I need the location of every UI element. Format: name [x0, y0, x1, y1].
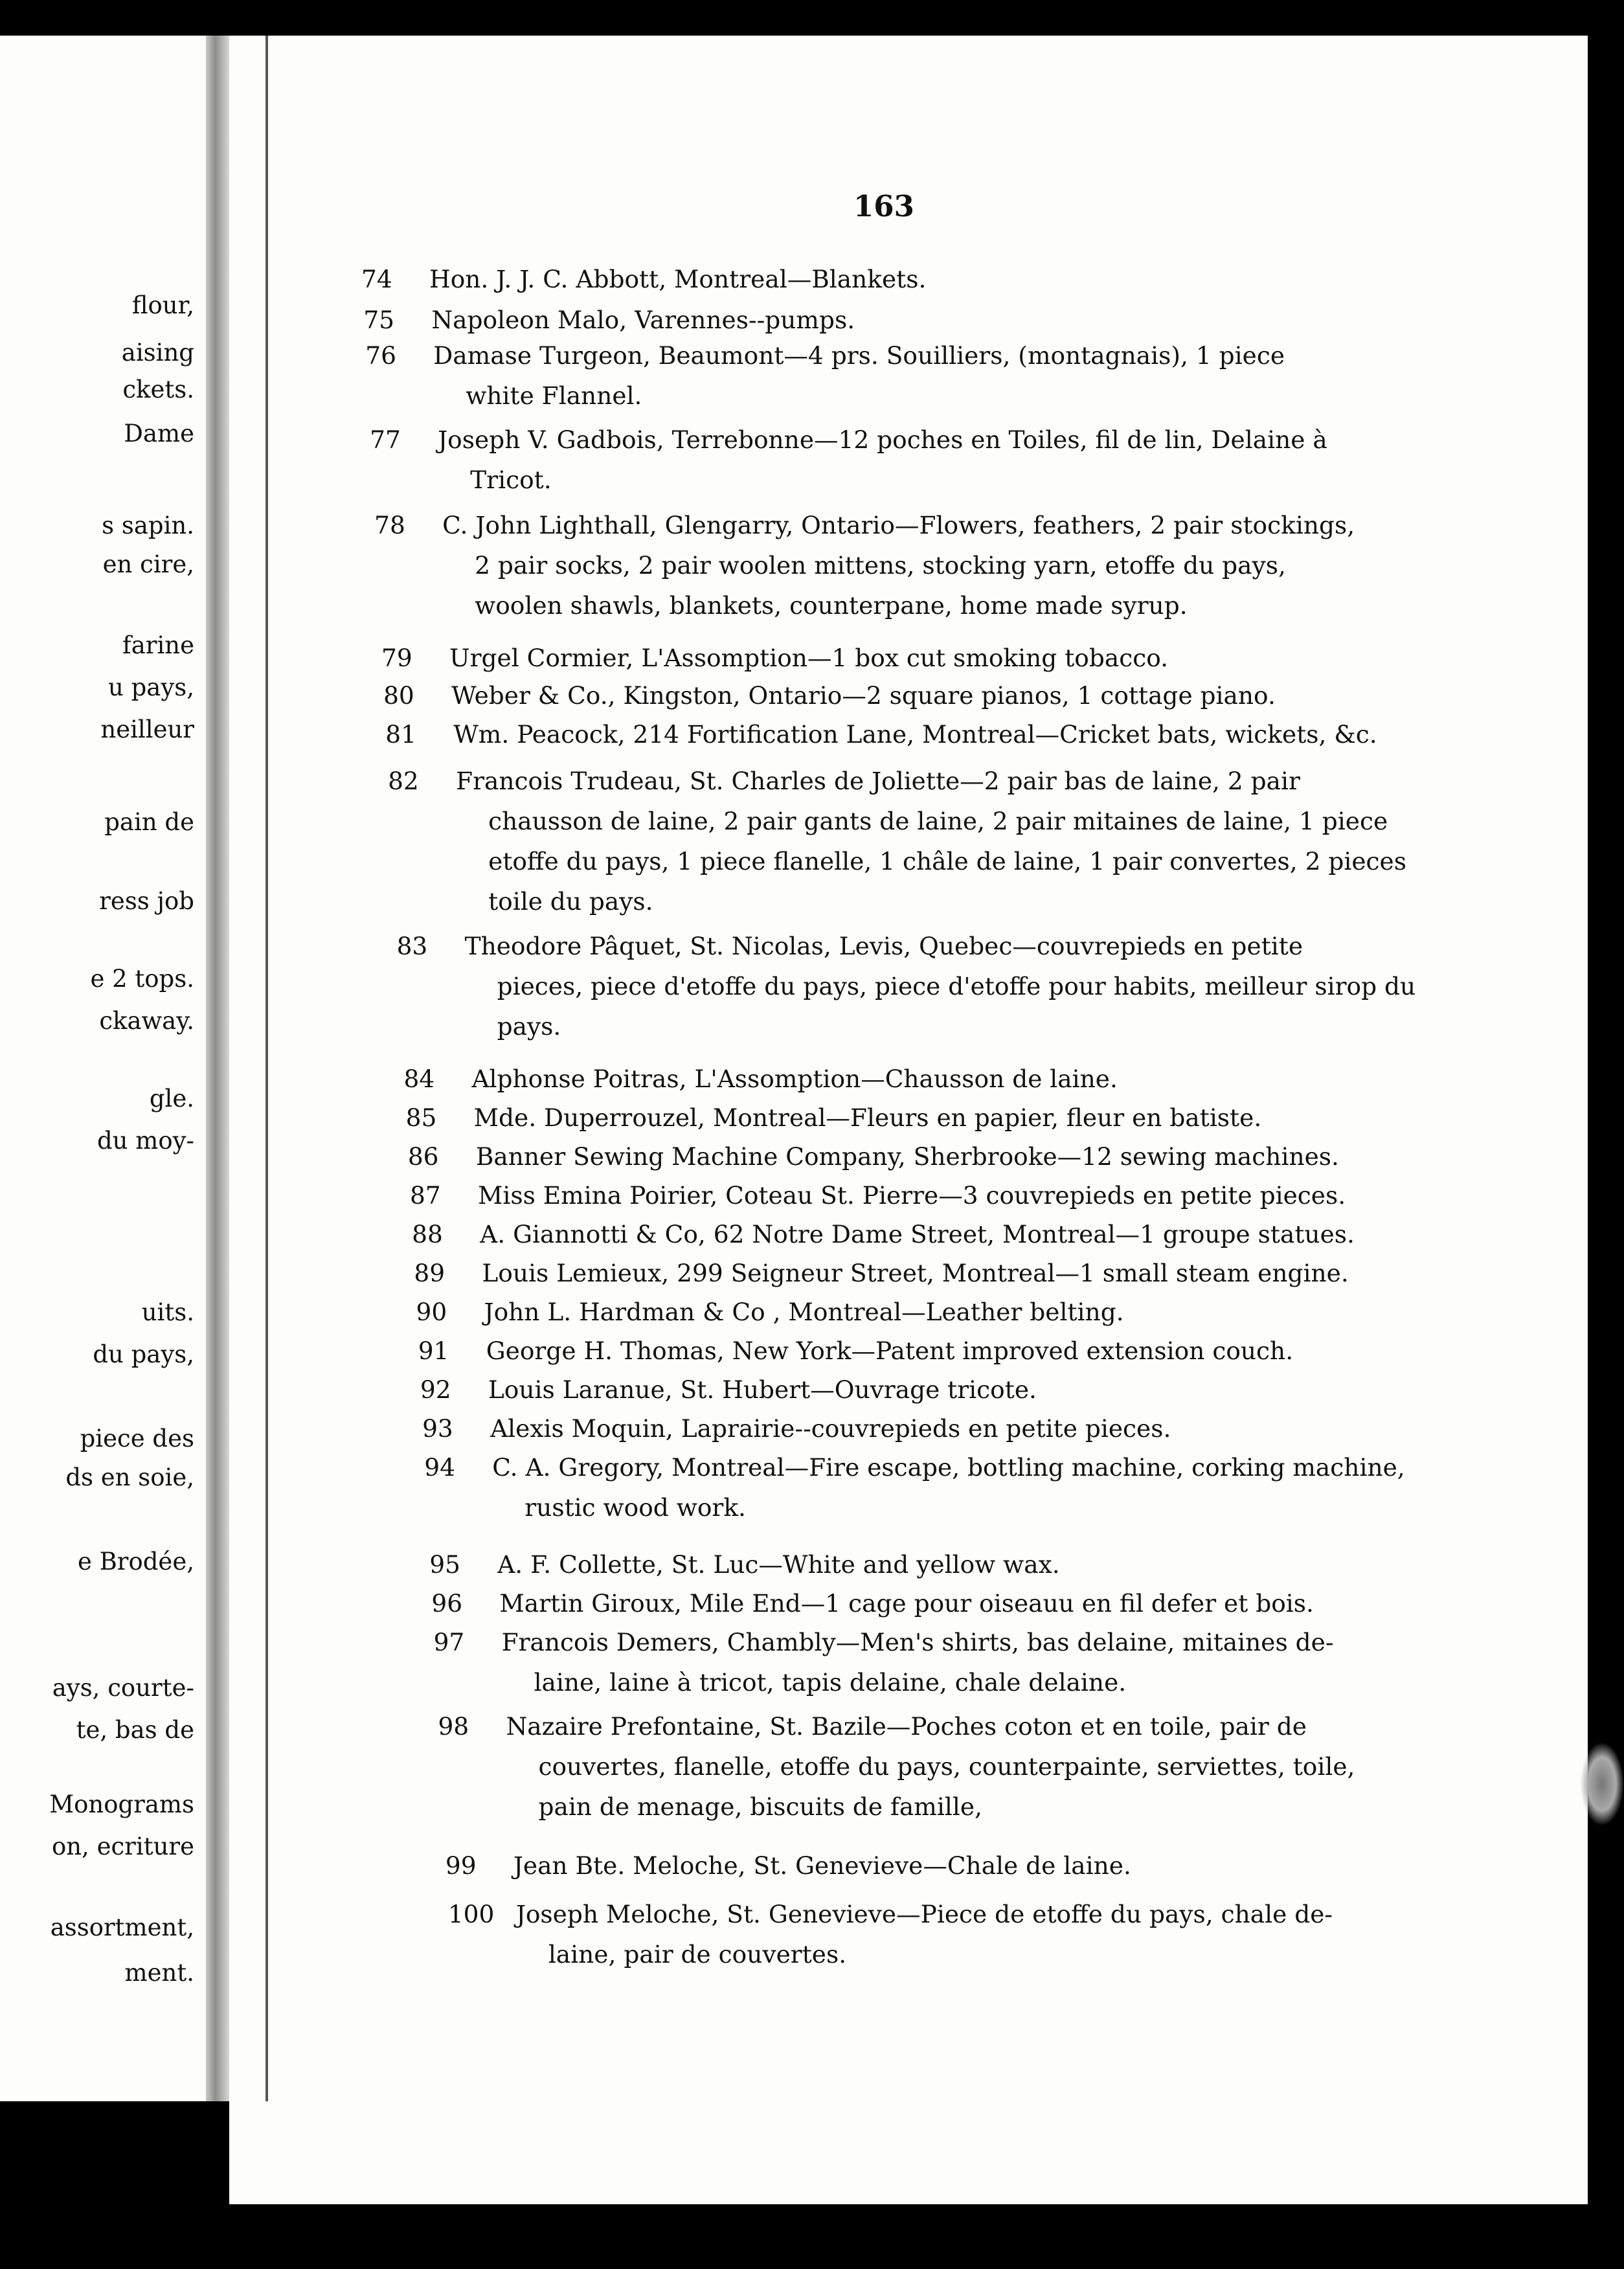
list-item: [388, 761, 1480, 921]
entry-number: 77: [370, 425, 401, 454]
facing-page-text: e Brodée,: [77, 1548, 194, 1575]
list-item: [429, 1544, 1511, 1585]
entry-text: [456, 761, 1480, 921]
entry-first-line: Banner Sewing Machine Company, Sherbrooke—12 sewing machines.: [475, 1142, 1339, 1171]
entry-continuation-line: etoffe du pays, 1 piece flanelle, 1 châle de laine, 1 pair convertes, 2 pieces: [488, 847, 1406, 875]
facing-page-text: en cire,: [102, 550, 194, 578]
list-item: [434, 1622, 1515, 1702]
list-item: [418, 1331, 1503, 1371]
entry-number: 83: [396, 932, 428, 960]
entry-number: 76: [365, 341, 396, 370]
list-item: [403, 1059, 1491, 1099]
entry-number: 85: [405, 1103, 437, 1132]
facing-page-text: uits.: [141, 1298, 194, 1326]
entry-number: 93: [422, 1414, 453, 1443]
facing-page-text: Dame: [124, 420, 194, 447]
entry-text: [499, 1583, 1513, 1623]
list-item: [406, 1098, 1493, 1138]
entry-first-line: Louis Laranue, St. Hubert—Ouvrage tricote.: [488, 1375, 1037, 1404]
entry-first-line: Jean Bte. Meloche, St. Genevieve—Chale de laine.: [513, 1851, 1131, 1880]
facing-page-text: aising: [121, 339, 194, 367]
entry-number: 78: [374, 511, 405, 539]
entry-text: [480, 1214, 1498, 1254]
entry-first-line: C. A. Gregory, Montreal—Fire escape, bottling machine, corking machine,: [492, 1453, 1405, 1482]
entry-text: [442, 505, 1469, 626]
facing-page-text: neilleur: [100, 716, 194, 743]
entry-first-line: Alexis Moquin, Laprairie--couvrepieds en petite pieces.: [490, 1414, 1171, 1443]
list-item: [412, 1214, 1498, 1254]
facing-page-text: gle.: [149, 1085, 194, 1112]
entry-number: 84: [403, 1065, 435, 1093]
facing-page-text: s sapin.: [102, 512, 194, 539]
entry-text: [482, 1253, 1500, 1293]
entry-text: [431, 300, 1460, 340]
entry-first-line: A. Giannotti & Co, 62 Notre Dame Street, Montreal—1 groupe statues.: [480, 1220, 1355, 1248]
entry-continuation-line: laine, laine à tricot, tapis delaine, chale delaine.: [534, 1668, 1127, 1697]
entry-text: [488, 1370, 1504, 1410]
entry-text: [497, 1544, 1511, 1585]
facing-page-text: ays, courte-: [52, 1674, 194, 1702]
list-item: [422, 1408, 1506, 1449]
list-item: [414, 1253, 1500, 1293]
entry-first-line: Miss Emina Poirier, Coteau St. Pierre—3 couvrepieds en petite pieces.: [477, 1181, 1346, 1210]
facing-page-text: assortment,: [50, 1913, 194, 1941]
entry-number: 95: [429, 1550, 460, 1579]
entry-number: 98: [438, 1712, 469, 1741]
entry-continuation-line: 2 pair socks, 2 pair woolen mittens, stocking yarn, etoffe du pays,: [475, 551, 1286, 580]
facing-page-text: ress job: [99, 887, 194, 915]
entry-first-line: Martin Giroux, Mile End—1 cage pour oiseauu en fil defer et bois.: [499, 1589, 1314, 1618]
entry-text: [429, 259, 1459, 299]
facing-page-text: ckaway.: [99, 1007, 194, 1035]
facing-page-text: ckets.: [122, 376, 194, 403]
entry-first-line: Francois Demers, Chambly—Men's shirts, bas delaine, mitaines de-: [501, 1628, 1334, 1656]
entry-first-line: Weber & Co., Kingston, Ontario—2 square pianos, 1 cottage piano.: [451, 681, 1276, 710]
entry-number: 86: [407, 1142, 439, 1171]
facing-page-text: on, ecriture: [51, 1833, 194, 1860]
entry-continuation-line: white Flannel.: [466, 381, 642, 410]
entry-first-line: Francois Trudeau, St. Charles de Joliette—2 pair bas de laine, 2 pair: [456, 767, 1300, 795]
entry-number: 82: [388, 767, 419, 795]
entry-text: [465, 926, 1487, 1046]
list-item: [410, 1175, 1496, 1215]
list-item: [370, 420, 1465, 500]
entry-continuation-line: chausson de laine, 2 pair gants de laine, 2 pair mitaines de laine, 1 piece: [488, 807, 1388, 835]
entry-first-line: Louis Lemieux, 299 Seigneur Street, Montreal—1 small steam engine.: [482, 1259, 1349, 1287]
entry-text: [476, 1136, 1495, 1177]
list-item: [424, 1447, 1507, 1528]
entry-number: 80: [383, 681, 414, 710]
entry-first-line: Nazaire Prefontaine, St. Bazile—Poches coton et en toile, pair de: [506, 1712, 1307, 1741]
book-gutter: [206, 36, 229, 2101]
entry-text: [471, 1059, 1491, 1099]
list-item: [365, 335, 1462, 416]
entry-text: [490, 1408, 1506, 1449]
list-item: [385, 714, 1478, 754]
facing-page-text: Monograms: [49, 1790, 194, 1818]
entry-number: 88: [412, 1220, 443, 1248]
entry-text: [486, 1331, 1503, 1371]
list-item: [363, 300, 1460, 340]
entry-text: [516, 1894, 1526, 1974]
list-item: [408, 1136, 1495, 1177]
facing-page-text: farine: [122, 631, 194, 659]
entry-first-line: Theodore Pâquet, St. Nicolas, Levis, Quebec—couvrepieds en petite: [464, 932, 1303, 960]
entry-continuation-line: couvertes, flanelle, etoffe du pays, counterpainte, serviettes, toile,: [538, 1752, 1355, 1781]
entry-number: 81: [385, 720, 416, 749]
entry-first-line: Joseph Meloche, St. Genevieve—Piece de etoffe du pays, chale de-: [515, 1900, 1333, 1928]
entry-number: 96: [431, 1589, 463, 1618]
entry-text: [506, 1706, 1518, 1827]
facing-page-text: pain de: [104, 808, 194, 836]
entry-text: [453, 714, 1478, 754]
entry-continuation-line: woolen shawls, blankets, counterpane, home made syrup.: [475, 591, 1188, 620]
facing-page-text: ment.: [124, 1959, 194, 1987]
entry-continuation-line: pays.: [497, 1012, 561, 1041]
entry-number: 92: [420, 1375, 451, 1404]
list-item: [381, 638, 1474, 678]
list-item: [374, 505, 1469, 626]
entry-first-line: Wm. Peacock, 214 Fortification Lane, Montreal—Cricket bats, wickets, &c.: [453, 720, 1377, 749]
facing-page-text: flour,: [131, 291, 194, 319]
entry-text: [513, 1846, 1524, 1886]
list-item: [420, 1370, 1504, 1410]
entry-first-line: Alphonse Poitras, L'Assomption—Chausson de laine.: [471, 1065, 1118, 1093]
list-item: [431, 1583, 1513, 1623]
entry-text: [438, 420, 1465, 500]
entry-number: 94: [424, 1453, 455, 1482]
list-item: [361, 259, 1459, 299]
entry-first-line: Mde. Duperrouzel, Montreal—Fleurs en papier, fleur en batiste.: [473, 1103, 1262, 1132]
entry-first-line: Urgel Cormier, L'Assomption—1 box cut smoking tobacco.: [449, 644, 1169, 672]
facing-page-text: du pays,: [93, 1340, 194, 1368]
entry-first-line: A. F. Collette, St. Luc—White and yellow wax.: [497, 1550, 1060, 1579]
entry-number: 75: [363, 306, 395, 334]
list-item: [416, 1292, 1502, 1332]
entry-text: [474, 1098, 1493, 1138]
entry-text: [449, 638, 1474, 678]
entry-number: 99: [445, 1851, 477, 1880]
entry-number: 89: [414, 1259, 445, 1287]
entry-continuation-line: rustic wood work.: [524, 1493, 746, 1522]
list-item: [397, 926, 1487, 1046]
entry-number: 91: [418, 1337, 449, 1365]
facing-page-text: piece des: [80, 1425, 194, 1452]
entry-number: 90: [416, 1298, 447, 1326]
page-stain: [1580, 1742, 1624, 1826]
facing-page-text: u pays,: [108, 673, 194, 701]
entry-text: [451, 675, 1476, 716]
entry-number: 74: [361, 265, 392, 293]
entry-continuation-line: toile du pays.: [488, 887, 653, 916]
entry-first-line: Napoleon Malo, Varennes--pumps.: [431, 306, 855, 334]
list-item: [438, 1706, 1518, 1827]
entry-number: 100: [447, 1900, 495, 1928]
entry-first-line: Joseph V. Gadbois, Terrebonne—12 poches en Toiles, fil de lin, Delaine à: [438, 425, 1327, 454]
entry-continuation-line: laine, pair de couvertes.: [548, 1940, 847, 1969]
entry-first-line: John L. Hardman & Co , Montreal—Leather belting.: [484, 1298, 1124, 1326]
entry-text: [502, 1622, 1515, 1702]
facing-page-fragment: [0, 36, 206, 2101]
entry-first-line: C. John Lighthall, Glengarry, Ontario—Flowers, feathers, 2 pair stockings,: [442, 511, 1355, 539]
entry-first-line: Damase Turgeon, Beaumont—4 prs. Souilliers, (montagnais), 1 piece: [433, 341, 1285, 370]
entry-text: [433, 335, 1462, 416]
entry-text: [478, 1175, 1496, 1215]
entry-continuation-line: pain de menage, biscuits de famille,: [538, 1792, 982, 1821]
entry-first-line: Hon. J. J. C. Abbott, Montreal—Blankets.: [429, 265, 927, 293]
facing-page-text: te, bas de: [76, 1716, 194, 1744]
entry-text: [492, 1447, 1507, 1528]
entry-number: 87: [409, 1181, 441, 1210]
facing-page-text: e 2 tops.: [90, 965, 194, 993]
list-item: [448, 1894, 1526, 1974]
list-item: [445, 1846, 1524, 1886]
page-edge-shadow: [265, 36, 268, 2101]
entry-continuation-line: pieces, piece d'etoffe du pays, piece d'etoffe pour habits, meilleur sirop du: [497, 972, 1416, 1000]
entry-text: [484, 1292, 1502, 1332]
facing-page-text: ds en soie,: [65, 1463, 194, 1491]
entry-continuation-line: Tricot.: [470, 466, 552, 494]
entry-number: 79: [381, 644, 412, 672]
facing-page-text: du moy-: [96, 1127, 194, 1155]
page-number: 163: [853, 189, 914, 223]
entry-first-line: George H. Thomas, New York—Patent improved extension couch.: [486, 1337, 1294, 1365]
entry-number: 97: [433, 1628, 465, 1656]
list-item: [383, 675, 1476, 716]
